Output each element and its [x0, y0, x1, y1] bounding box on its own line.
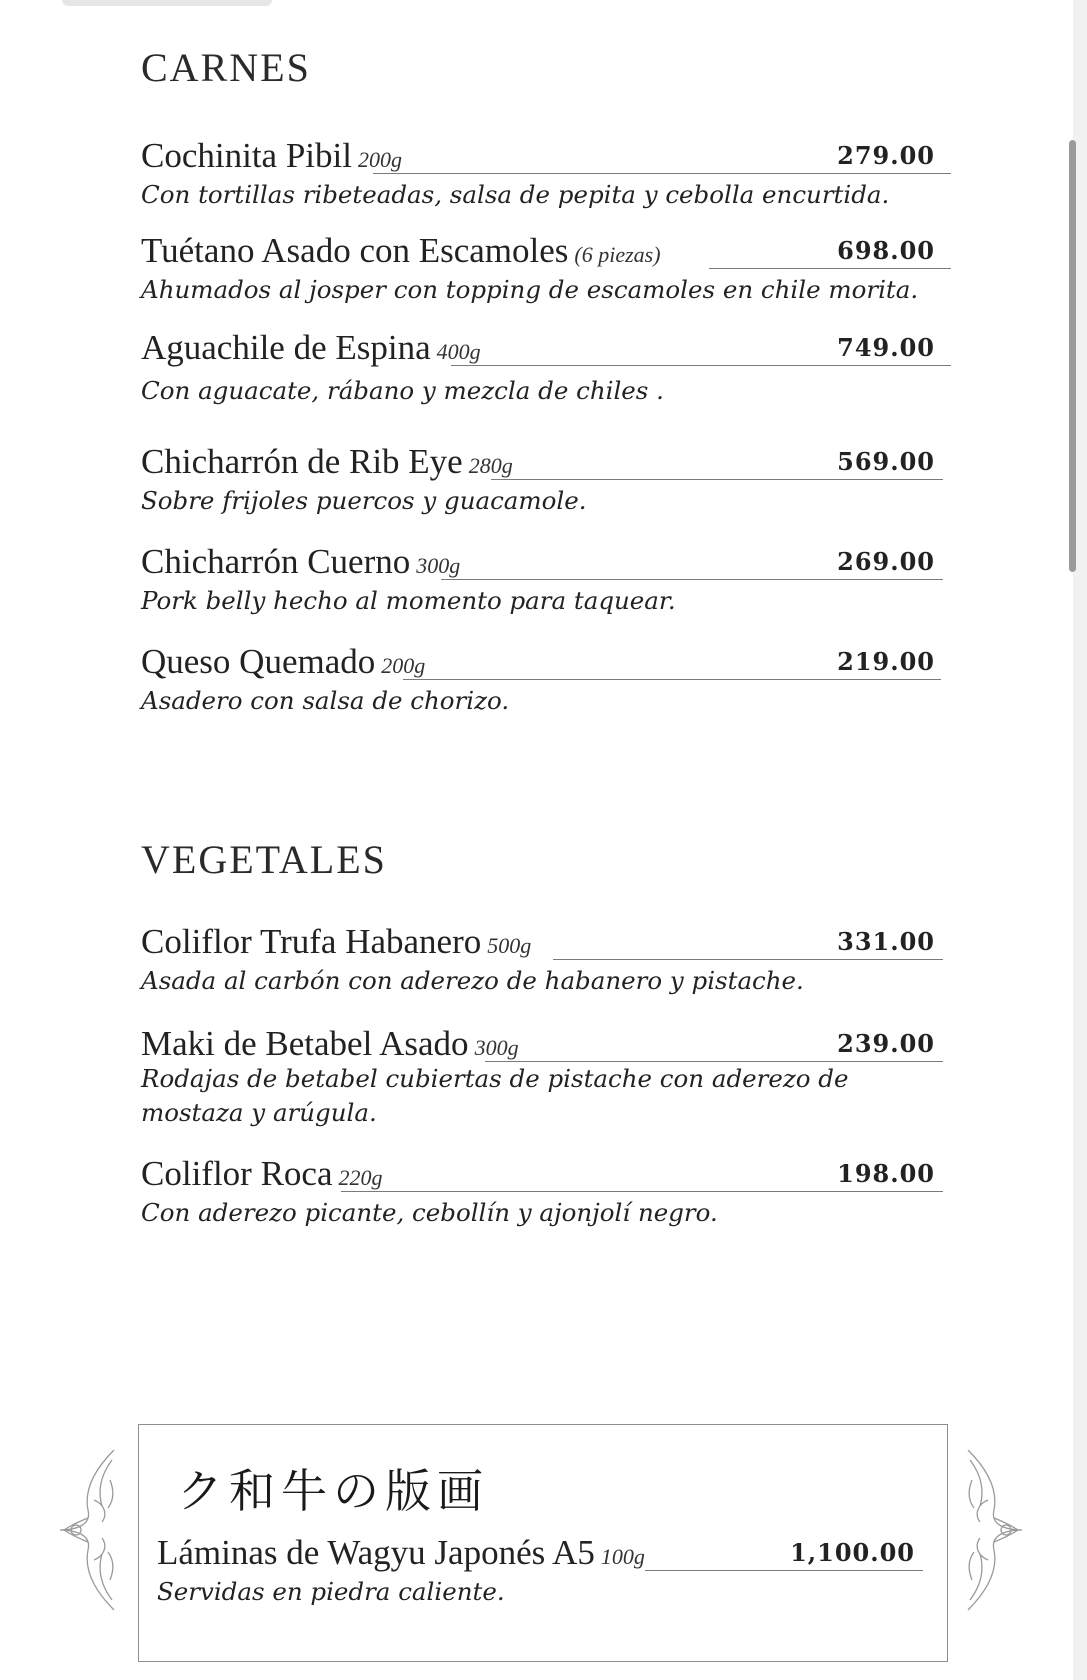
divider-rule — [403, 679, 941, 680]
item-name: Tuétano Asado con Escamoles — [141, 231, 569, 270]
menu-item — [157, 1531, 931, 1609]
wagyu-feature-box — [138, 1424, 948, 1662]
item-price: 198.00 — [837, 1159, 935, 1188]
item-description: Rodajas de betabel cubiertas de pistache con aderezo de — [141, 1064, 849, 1093]
item-description: Ahumados al josper con topping de escamoles en chile morita. — [141, 275, 919, 304]
item-name: Coliflor Trufa Habanero — [141, 922, 482, 961]
item-weight: 280g — [468, 453, 513, 478]
item-description: Con aderezo picante, cebollín y ajonjolí negro. — [141, 1198, 718, 1227]
menu-item — [141, 326, 951, 408]
divider-rule — [709, 268, 951, 269]
wagyu-title: ク和牛の版画 — [177, 1464, 489, 1518]
section-title-carnes: CARNES — [141, 45, 311, 90]
menu-item — [141, 1152, 951, 1230]
divider-rule — [553, 959, 943, 960]
item-name: Queso Quemado — [141, 642, 376, 681]
item-price: 1,100.00 — [790, 1538, 915, 1567]
item-name: Maki de Betabel Asado — [141, 1024, 469, 1063]
item-name: Coliflor Roca — [141, 1154, 333, 1193]
item-price: 331.00 — [837, 927, 935, 956]
ornament-right-icon — [960, 1440, 1028, 1620]
item-description: Pork belly hecho al momento para taquear. — [141, 586, 676, 615]
divider-rule — [441, 579, 943, 580]
divider-rule — [491, 479, 943, 480]
item-price: 219.00 — [837, 647, 935, 676]
item-description: Sobre frijoles puercos y guacamole. — [141, 486, 587, 515]
menu-item — [141, 920, 951, 998]
divider-rule — [645, 1570, 923, 1571]
item-description: Servidas en piedra caliente. — [157, 1577, 505, 1606]
divider-rule — [451, 365, 951, 366]
item-price: 569.00 — [837, 447, 935, 476]
item-weight: 300g — [474, 1035, 519, 1060]
menu-item — [141, 134, 951, 212]
item-weight: 100g — [600, 1544, 645, 1569]
item-weight: 500g — [487, 933, 532, 958]
item-price: 749.00 — [837, 333, 935, 362]
item-name: Aguachile de Espina — [141, 328, 431, 367]
item-name: Chicharrón Cuerno — [141, 542, 411, 581]
menu-item — [141, 229, 951, 307]
item-weight: 200g — [381, 653, 426, 678]
item-weight: 400g — [436, 339, 481, 364]
divider-rule — [341, 1191, 943, 1192]
menu-item — [141, 540, 951, 618]
menu-item — [141, 440, 951, 518]
ornament-left-icon — [54, 1440, 122, 1620]
menu-item — [141, 1022, 951, 1130]
section-title-vegetales: VEGETALES — [141, 837, 387, 882]
divider-rule — [485, 1061, 943, 1062]
item-price: 239.00 — [837, 1029, 935, 1058]
item-description: Con aguacate, rábano y mezcla de chiles . — [141, 376, 664, 405]
top-tab — [62, 0, 272, 6]
item-price: 269.00 — [837, 547, 935, 576]
item-description: Asada al carbón con aderezo de habanero y pistache. — [141, 966, 804, 995]
item-price: 279.00 — [837, 141, 935, 170]
item-weight: (6 piezas) — [574, 242, 661, 267]
menu-item — [141, 640, 951, 718]
divider-rule — [373, 173, 951, 174]
item-weight: 200g — [357, 147, 402, 172]
item-name: Cochinita Pibil — [141, 136, 352, 175]
item-name: Láminas de Wagyu Japonés A5 — [157, 1533, 595, 1572]
item-description: Con tortillas ribeteadas, salsa de pepita y cebolla encurtida. — [141, 180, 890, 209]
item-price: 698.00 — [837, 236, 935, 265]
item-name: Chicharrón de Rib Eye — [141, 442, 463, 481]
scrollbar[interactable] — [1069, 140, 1076, 572]
item-weight: 300g — [416, 553, 461, 578]
item-description: Asadero con salsa de chorizo. — [141, 686, 510, 715]
item-weight: 220g — [338, 1165, 383, 1190]
item-description-continued: mostaza y arúgula. — [141, 1098, 377, 1127]
